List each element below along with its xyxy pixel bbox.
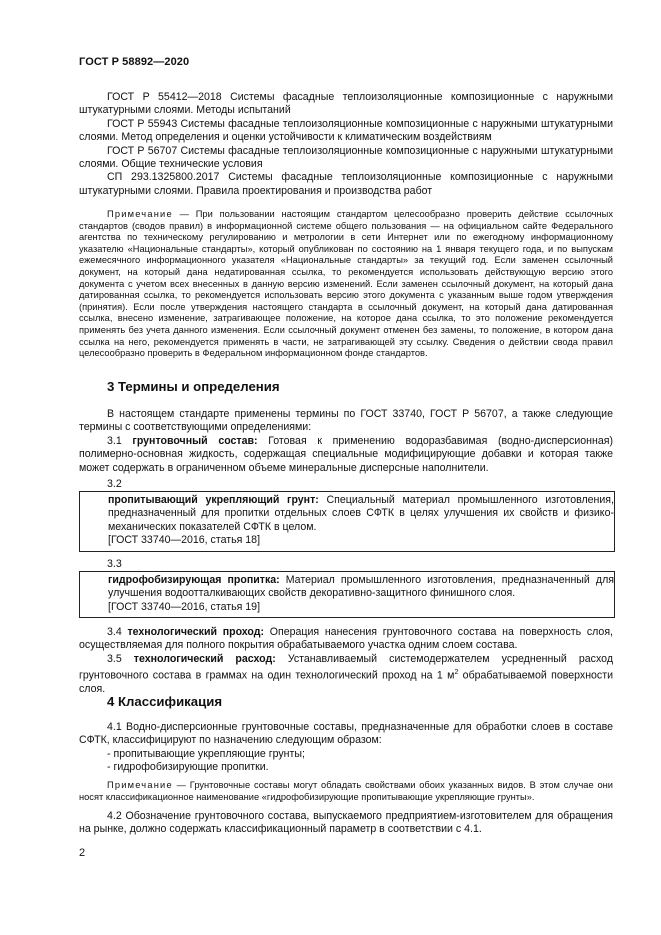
note-label: Примечание (107, 780, 173, 790)
term-definition: Материал промышленного изготовления, предназначенный для улучшения водоотталкивающих свойств декоративно-защитного финишного слоя. (108, 574, 614, 600)
reference-item: ГОСТ Р 56707 Системы фасадные теплоизоляционные композиционные с наружными штукатурными слоями. Общие технические условия (79, 144, 613, 171)
term-source: [ГОСТ 33740—2016, статья 18] (108, 534, 261, 547)
note-classification (79, 780, 613, 803)
section-3-title: 3 Термины и определения (107, 379, 280, 394)
paragraph-4-2: 4.2 Обозначение грунтовочного состава, выпускаемого предприятием-изготовителем для обращения на рынке, должно содержать классификационный параметр в соответствии с 4.1. (79, 810, 613, 836)
list-item: - гидрофобизирующие пропитки. (107, 761, 269, 774)
note-references (79, 209, 613, 360)
note-text: — При пользовании настоящим стандартом целесообразно проверить действие ссылочных стандартов (сводов правил) в информационной системе общего пользования — на официальном сайте Федерального агентства по техническому регулированию и метрологии в сети Интернет или по ежегодному информационному указателю «Национальные стандарты», который опубликован по состоянию на 1 января текущего года, и по выпускам ежемесячного информационного указателя «Национальные стандарты» за текущий год. Если заменен ссылочный документ, на который дана недатированная ссылка, то рекомендуется использовать действующую версию этого документа с учетом всех внесенных в данную версию изменений. Если заменен ссылочный документ, на который дана датированная ссылка, то рекомендуется использовать версию этого документа с указанным выше годом утверждения (принятия). Если после утверждения настоящего стандарта в ссылочный документ, на который дана датированная ссылка, внесено изменение, затрагивающее положение, на которое дана ссылка, то это положение рекомендуется применять без учета данного изменения. Если ссылочный документ отменен без замены, то положение, в котором дана ссылка на него, рекомендуется применять в части, не затрагивающей эту ссылку. Сведения о действии свода правил целесообразно проверить в Федеральном информационном фонде стандартов. (79, 209, 613, 359)
section-4-2 (79, 810, 613, 837)
page-number: 2 (79, 847, 86, 859)
term-name: пропитывающий укрепляющий грунт: (108, 494, 319, 506)
terms-3-4-3-5 (79, 626, 613, 697)
term-name: технологический расход: (133, 652, 276, 665)
normative-references (79, 91, 613, 198)
term-name: технологический проход: (127, 626, 265, 638)
term-definition: Специальный материал промышленного изготовления, предназначенный для пропитки отдельных слоев СФТК в целях улучшения их свойств и физико-механических показателей СФТК в целом. (108, 494, 614, 533)
section-3-intro-text: В настоящем стандарте применены термины по ГОСТ 33740, ГОСТ Р 56707, а также следующие термины с соответствующими определениями: (79, 408, 613, 434)
term-3-1: 3.1 грунтовочный состав: Готовая к применению водоразбавимая (водно-дисперсионная) полимерно-основная жидкость, содержащая специальные модифицирующие добавки и которая также может содержать в ограниченном объеме минеральные дисперсные наполнители. (79, 434, 614, 474)
document-code: ГОСТ Р 58892—2020 (79, 56, 190, 68)
term-3-3-box (79, 571, 615, 618)
term-definition: Операция нанесения грунтовочного состава на поверхность слоя, осуществляемая для полного покрытия обрабатываемого участка одним слоем состава. (79, 626, 614, 652)
note-label: Примечание (107, 209, 173, 219)
term-definition: Устанавливаемый системодержателем усредненный расход грунтовочного состава в граммах на один технологический проход на 1 м (79, 652, 613, 682)
note-text: — Грунтовочные составы могут обладать свойствами обоих указанных видов. В этом случае они носят классификационное наименование «гидрофобизирующие пропитывающие укрепляющие грунты». (79, 780, 613, 802)
section-4-title: 4 Классификация (107, 694, 223, 709)
term-3-5: 3.5 технологический расход: Устанавливаемый системодержателем усредненный расход грунтовочного состава в граммах на один технологический проход на 1 $м^2$ обрабатываемой поверхности слоя. (79, 652, 614, 696)
term-3-3-number: 3.3 (107, 558, 122, 570)
reference-item: ГОСТ Р 55943 Системы фасадные теплоизоляционные композиционные с наружными штукатурными слоями. Метод определения и оценки устойчивости к климатическим воздействиям (79, 117, 613, 144)
term-definition: Готовая к применению водоразбавимая (водно-дисперсионная) полимерно-основная жидкость, содержащая специальные модифицирующие добавки и которая также может содержать в ограниченном объеме минеральные дисперсные наполнители. (79, 434, 614, 474)
term-3-2-number: 3.2 (107, 478, 122, 490)
list-item: - пропитывающие укрепляющие грунты; (107, 747, 305, 760)
paragraph-4-1: 4.1 Водно-дисперсионные грунтовочные составы, предназначенные для обработки слоев в составе СФТК, классифицируют по назначению следующим образом: (79, 721, 613, 747)
term-3-2-box (79, 491, 615, 552)
term-name: грунтовочный состав: (132, 434, 258, 447)
reference-item: ГОСТ Р 55412—2018 Системы фасадные теплоизоляционные композиционные с наружными штукатурными слоями. Методы испытаний (79, 91, 613, 117)
section-3-intro (79, 408, 613, 475)
term-name: гидрофобизирующая пропитка: (108, 574, 280, 586)
reference-item: СП 293.1325800.2017 Системы фасадные теплоизоляционные композиционные с наружными штукатурными слоями. Правила проектирования и производства работ (79, 171, 613, 197)
section-4-body (79, 721, 613, 775)
term-source: [ГОСТ 33740—2016, статья 19] (108, 600, 261, 613)
term-3-4: 3.4 технологический проход: Операция нанесения грунтовочного состава на поверхность слоя, осуществляемая для полного покрытия обрабатываемого участка одним слоем состава. (79, 626, 614, 652)
